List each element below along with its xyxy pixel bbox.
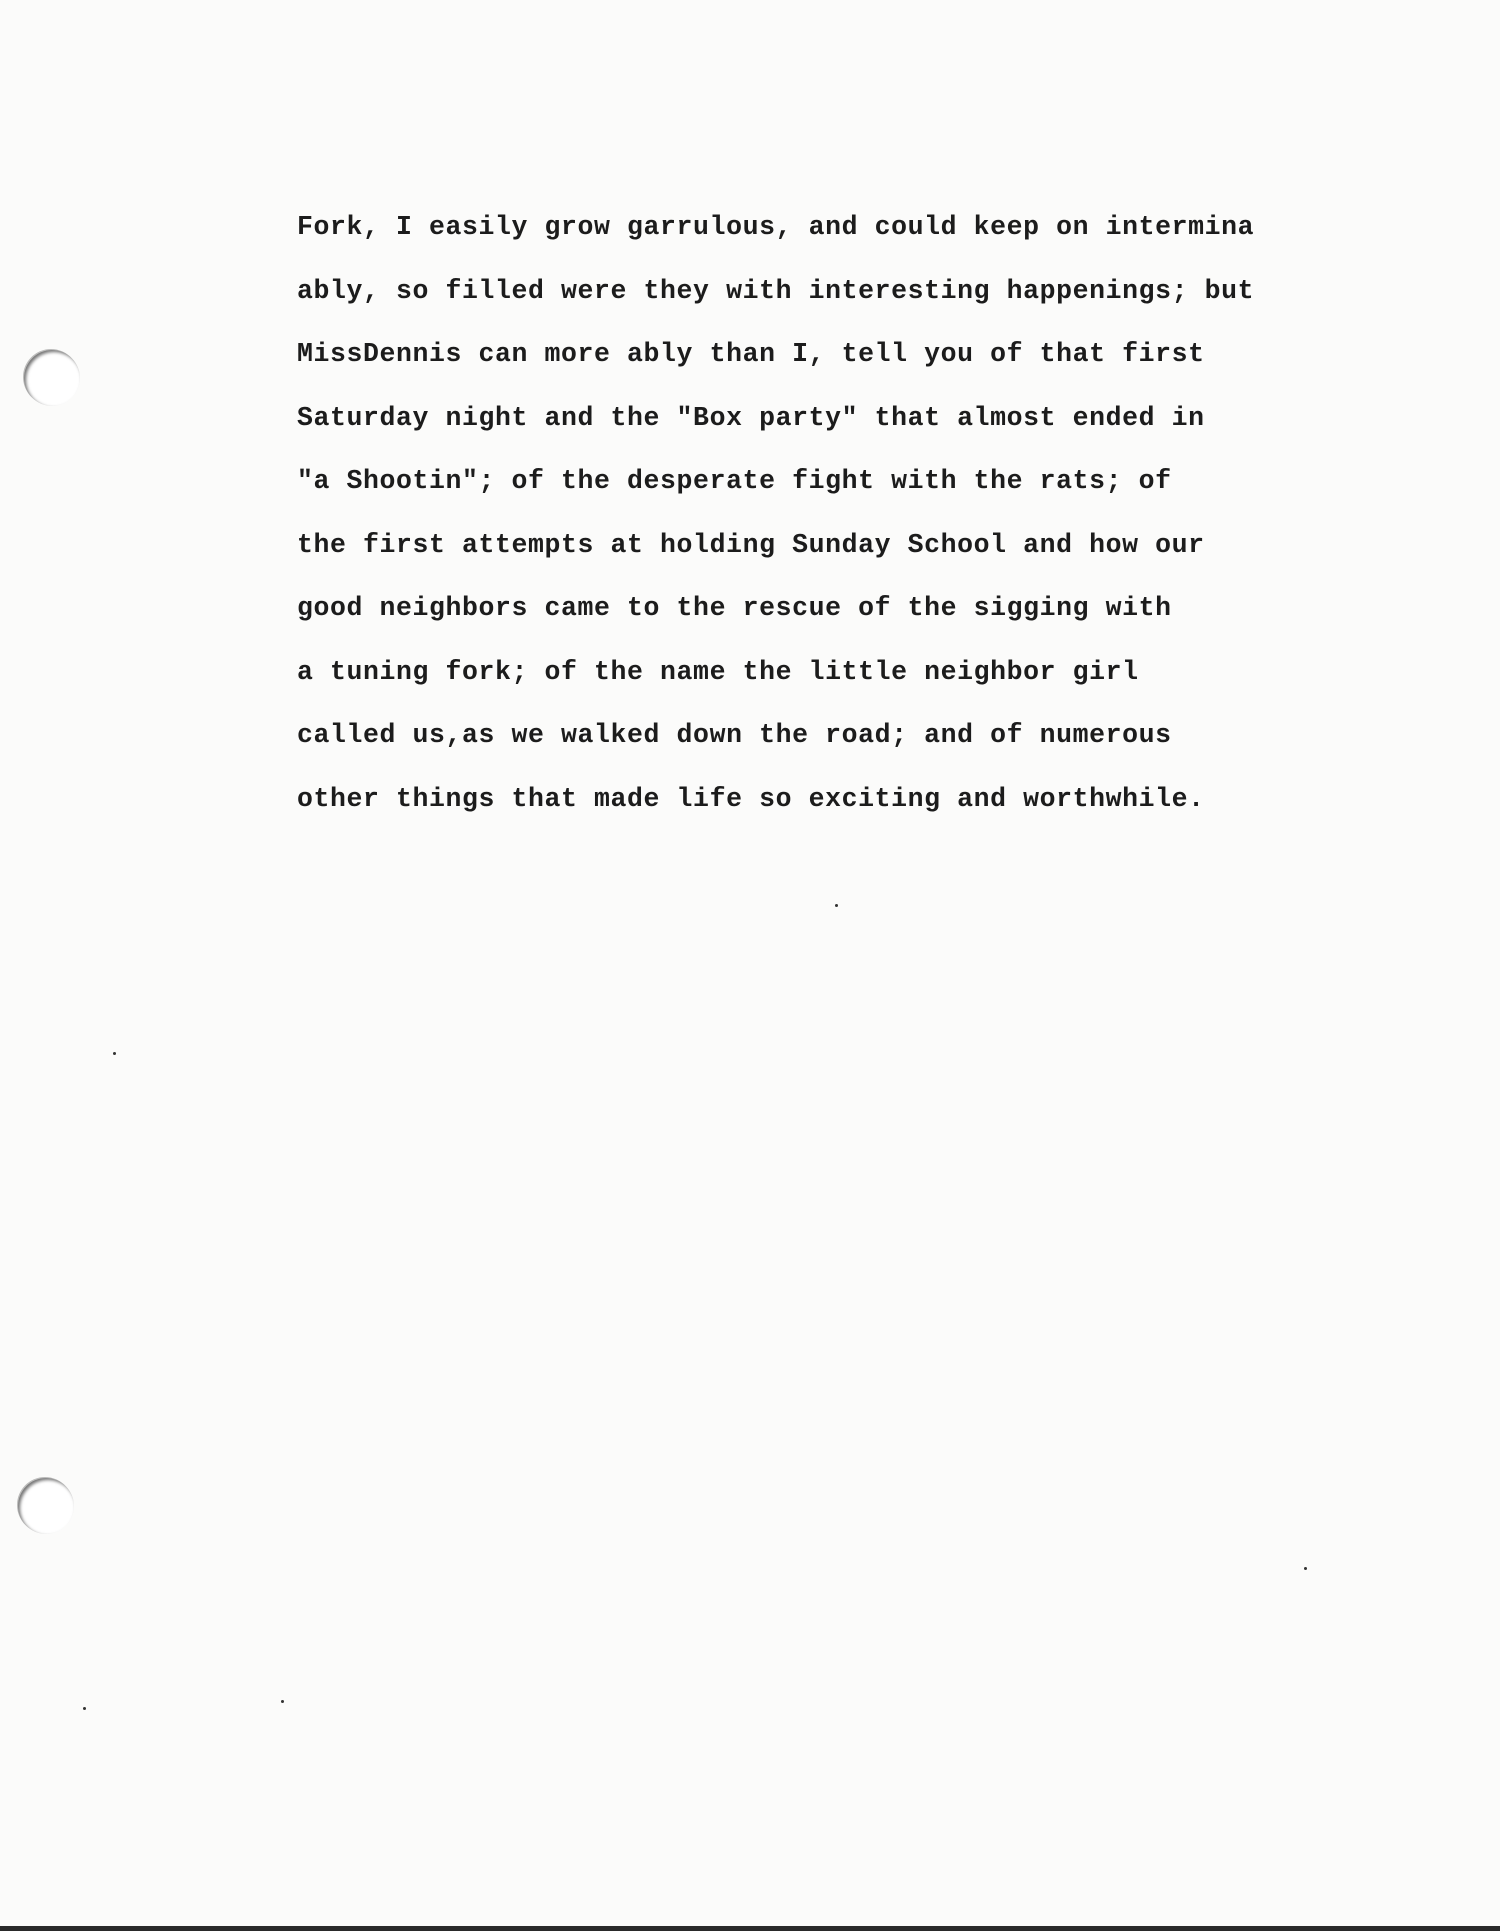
text-line-1: Fork, I easily grow garrulous, and could keep on intermina bbox=[297, 212, 1255, 242]
paper-speck bbox=[835, 904, 838, 907]
text-line-8: a tuning fork; of the name the little neighbor girl bbox=[297, 656, 1139, 687]
typed-paragraph bbox=[297, 196, 1447, 831]
text-line-6: the first attempts at holding Sunday School and how our bbox=[297, 529, 1205, 560]
punch-hole-bottom bbox=[18, 1478, 74, 1534]
text-line-9: called us,as we walked down the road; and of numerous bbox=[297, 720, 1172, 750]
scan-bottom-edge bbox=[0, 1926, 1500, 1931]
paper-speck bbox=[113, 1052, 116, 1055]
text-line-3: MissDennis can more ably than I, tell you of that first bbox=[297, 339, 1205, 369]
text-line-5: "a Shootin"; of the desperate fight with the rats; of bbox=[297, 466, 1172, 496]
text-line-7: good neighbors came to the rescue of the sigging with bbox=[297, 593, 1172, 623]
paper-speck bbox=[281, 1700, 284, 1703]
text-line-10: other things that made life so exciting and worthwhile. bbox=[297, 783, 1205, 814]
punch-hole-top bbox=[24, 350, 80, 406]
paper-speck bbox=[1304, 1567, 1307, 1570]
paper-speck bbox=[83, 1707, 86, 1710]
text-line-4: Saturday night and the "Box party" that almost ended in bbox=[297, 402, 1205, 433]
text-line-2: ably, so filled were they with interesting happenings; but bbox=[297, 275, 1255, 306]
